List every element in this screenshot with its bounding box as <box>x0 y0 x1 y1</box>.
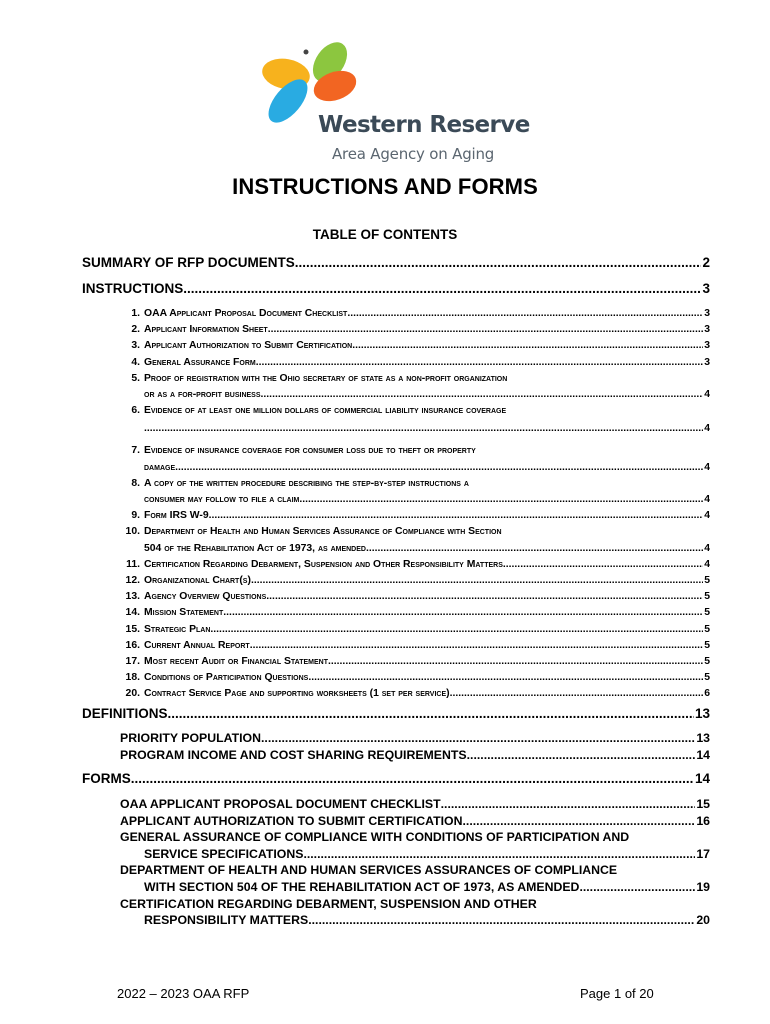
toc-heading: TABLE OF CONTENTS <box>312 227 458 242</box>
item-page: 5 <box>704 591 710 603</box>
item-page: 5 <box>704 607 710 619</box>
toc-instructions-label: INSTRUCTIONS <box>82 281 184 296</box>
item-number: 18. <box>125 672 140 684</box>
instruction-list <box>82 306 710 703</box>
item-text: Organizational Chart(s) <box>144 575 251 587</box>
item-number: 2. <box>131 324 140 336</box>
instruction-item[interactable] <box>82 605 710 621</box>
form-item[interactable] <box>82 896 710 929</box>
item-page: 17 <box>696 846 710 861</box>
item-text: Applicant Information Sheet <box>144 324 268 336</box>
item-text: GENERAL ASSURANCE OF COMPLIANCE WITH CONDITIONS OF PARTICIPATION AND <box>120 830 630 845</box>
item-page: 4 <box>704 558 710 570</box>
org-name: Western Reserve <box>318 112 530 138</box>
item-number: 6. <box>131 405 140 417</box>
item-text: Form IRS W-9 <box>144 510 209 522</box>
item-text: General Assurance Form <box>144 356 256 368</box>
org-subtitle: Area Agency on Aging <box>332 145 495 163</box>
toc-definitions-label: DEFINITIONS <box>82 706 168 721</box>
item-text-cont: 504 of the Rehabilitation Act of 1973, as amended <box>144 542 366 554</box>
item-number: 14. <box>125 607 140 619</box>
item-number: 15. <box>125 623 140 635</box>
item-text: CERTIFICATION REGARDING DEBARMENT, SUSPENSION AND OTHER <box>120 896 537 911</box>
instruction-item[interactable] <box>82 670 710 686</box>
item-page: 4 <box>704 494 710 506</box>
item-page: 4 <box>704 389 710 401</box>
footer-page-number: Page 1 of 20 <box>580 986 654 1001</box>
item-number: 9. <box>131 510 140 522</box>
item-text: OAA Applicant Proposal Document Checklist <box>144 308 348 319</box>
item-text: Evidence of at least one million dollars of commercial liability insurance coverage <box>144 405 507 417</box>
item-text: A copy of the written procedure describing the step-by-step instructions a <box>144 477 469 489</box>
toc-definitions[interactable] <box>82 703 710 729</box>
instruction-item[interactable] <box>82 476 710 508</box>
form-list <box>82 796 710 929</box>
item-page: 4 <box>704 542 710 554</box>
instruction-item[interactable] <box>82 638 710 654</box>
instruction-item[interactable] <box>82 622 710 638</box>
item-text: Agency Overview Questions <box>144 591 267 603</box>
item-page: 3 <box>704 340 710 352</box>
form-item[interactable] <box>82 862 710 895</box>
item-page: 14 <box>696 747 710 762</box>
item-text-cont: consumer may follow to file a claim <box>144 494 300 506</box>
instruction-item[interactable] <box>82 443 710 475</box>
item-text: Certification Regarding Debarment, Suspension and Other Responsibility Matters <box>144 558 503 570</box>
item-page: 20 <box>696 913 710 928</box>
toc-summary-label: SUMMARY OF RFP DOCUMENTS <box>82 255 295 270</box>
instruction-item[interactable] <box>82 573 710 589</box>
item-text: DEPARTMENT OF HEALTH AND HUMAN SERVICES ASSURANCES OF COMPLIANCE <box>120 863 618 878</box>
item-text: Conditions of Participation Questions <box>144 672 309 684</box>
instruction-item[interactable] <box>82 654 710 670</box>
item-number: 16. <box>125 639 140 651</box>
item-text-cont: SERVICE SPECIFICATIONS <box>144 846 304 861</box>
item-text-cont: WITH SECTION 504 OF THE REHABILITATION ACT OF 1973, AS AMENDED <box>144 879 580 894</box>
definition-list <box>82 730 710 763</box>
toc-forms-page: 14 <box>694 771 710 786</box>
instruction-item[interactable] <box>82 524 710 556</box>
form-item[interactable] <box>82 829 710 862</box>
item-text-cont: damage <box>144 461 176 473</box>
item-text: Evidence of insurance coverage for consumer loss due to theft or property <box>144 445 476 457</box>
item-number: 11. <box>126 558 140 570</box>
item-page: 15 <box>696 797 710 811</box>
instruction-item[interactable] <box>82 371 710 403</box>
instruction-item[interactable] <box>82 322 710 338</box>
toc-forms[interactable] <box>82 768 710 794</box>
toc-summary[interactable] <box>82 252 710 278</box>
item-text: Current Annual Report <box>144 639 250 651</box>
item-page: 4 <box>704 423 710 435</box>
item-number: 20. <box>125 688 140 700</box>
form-item[interactable] <box>82 813 710 830</box>
toc-forms-label: FORMS <box>82 771 131 786</box>
instruction-item[interactable] <box>82 589 710 605</box>
item-number: 12. <box>125 575 140 587</box>
item-text: Most recent Audit or Financial Statement <box>144 656 328 668</box>
item-page: 13 <box>696 731 710 745</box>
item-text: Contract Service Page and supporting worksheets (1 set per service) <box>144 688 450 700</box>
item-number: 8. <box>131 477 140 489</box>
toc-instructions[interactable] <box>82 278 710 304</box>
item-page: 3 <box>704 324 710 336</box>
item-text: Department of Health and Human Services Assurance of Compliance with Section <box>144 526 502 538</box>
instruction-item[interactable] <box>82 338 710 354</box>
definition-item[interactable] <box>82 747 710 764</box>
item-page: 5 <box>704 656 710 668</box>
item-text-cont: or as a for-profit business <box>144 389 261 401</box>
item-text: Applicant Authorization to Submit Certification <box>144 340 353 352</box>
item-page: 5 <box>704 623 710 635</box>
toc-definitions-page: 13 <box>694 706 710 721</box>
item-number: 4. <box>131 356 140 368</box>
item-page: 4 <box>704 461 710 473</box>
logo-head <box>304 50 309 55</box>
item-text: OAA APPLICANT PROPOSAL DOCUMENT CHECKLIST <box>120 797 441 811</box>
instruction-item[interactable] <box>82 686 710 702</box>
instruction-item[interactable] <box>82 508 710 524</box>
item-page: 6 <box>704 688 710 700</box>
item-text: Mission Statement <box>144 607 224 619</box>
form-item[interactable] <box>82 796 710 813</box>
toc-instructions-page: 3 <box>702 281 710 296</box>
page-title: INSTRUCTIONS AND FORMS <box>232 174 538 199</box>
item-number: 13. <box>125 591 140 603</box>
footer-rfp-label: 2022 – 2023 OAA RFP <box>117 986 250 1001</box>
toc-summary-page: 2 <box>702 255 710 270</box>
item-page: 5 <box>704 672 710 684</box>
item-text: PRIORITY POPULATION <box>120 731 261 745</box>
item-text: Strategic Plan <box>144 623 211 635</box>
item-number: 1. <box>131 308 140 319</box>
item-number: 7. <box>131 445 140 457</box>
item-number: 5. <box>131 372 140 384</box>
item-number: 17. <box>125 656 140 668</box>
item-number: 10. <box>125 526 140 538</box>
item-text: Proof of registration with the Ohio secretary of state as a non-profit organization <box>144 372 508 384</box>
item-page: 3 <box>704 308 710 319</box>
instruction-item[interactable] <box>82 306 710 322</box>
item-page: 5 <box>704 575 710 587</box>
instruction-item[interactable] <box>82 403 710 439</box>
item-number: 3. <box>131 340 140 352</box>
instruction-item[interactable] <box>82 557 710 573</box>
item-text-cont: RESPONSIBILITY MATTERS <box>144 913 309 928</box>
item-page: 19 <box>696 879 710 894</box>
definition-item[interactable] <box>82 730 710 747</box>
item-text: PROGRAM INCOME AND COST SHARING REQUIREMENTS <box>120 747 467 762</box>
item-page: 4 <box>704 510 710 522</box>
item-page: 5 <box>704 639 710 651</box>
item-page: 16 <box>696 813 710 828</box>
instruction-item[interactable] <box>82 355 710 371</box>
item-page: 3 <box>704 356 710 368</box>
item-text: APPLICANT AUTHORIZATION TO SUBMIT CERTIFICATION <box>120 813 463 828</box>
